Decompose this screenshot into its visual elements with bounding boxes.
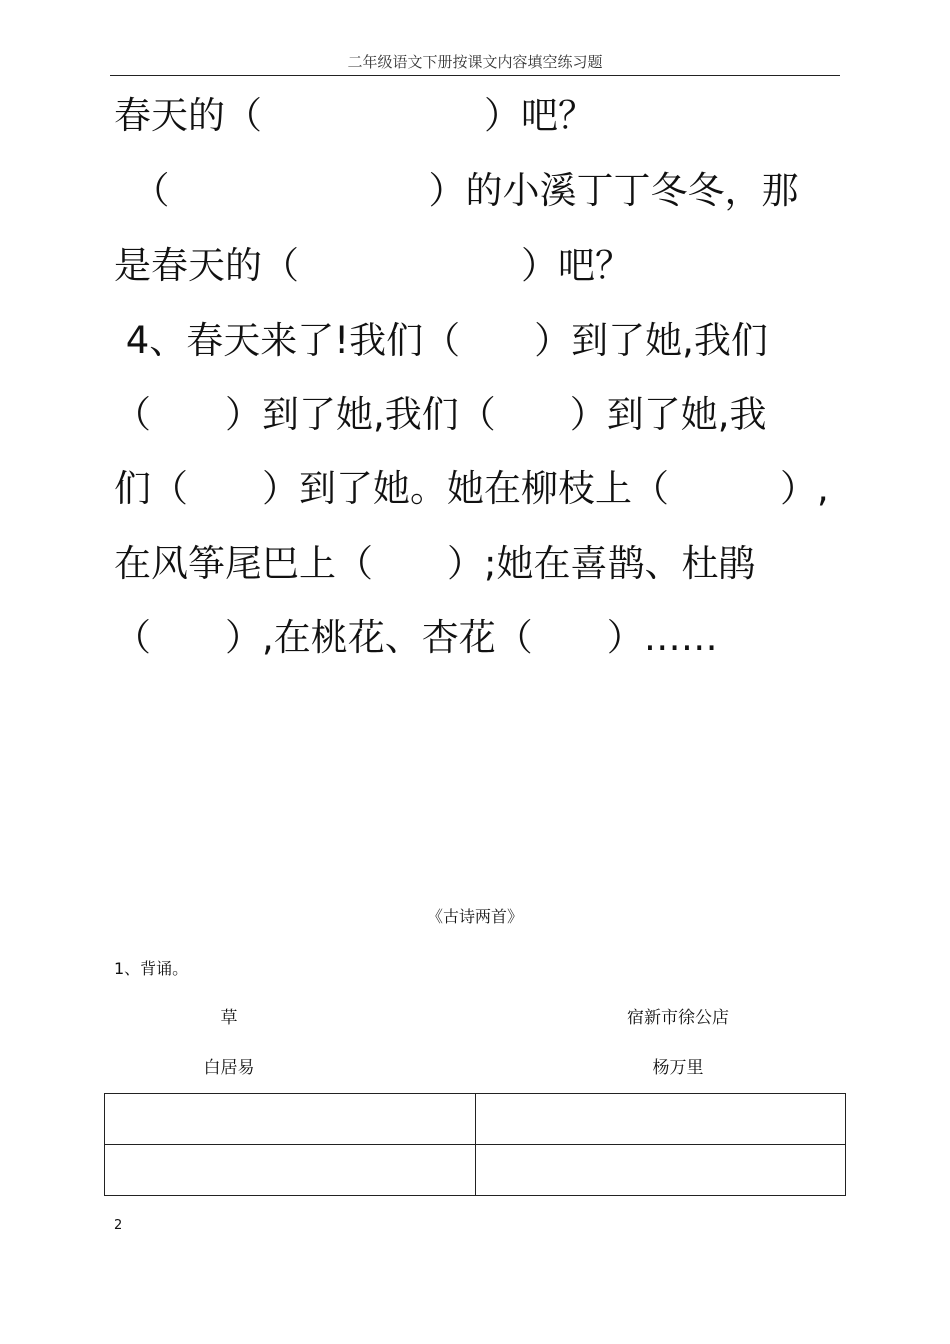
text-line: （ ）到了她,我们（ ）到了她,我 xyxy=(114,393,767,436)
header-divider xyxy=(110,75,840,76)
answer-cell[interactable] xyxy=(475,1094,846,1145)
poem-title-left: 草 xyxy=(220,1008,238,1028)
question-recite: 1、背诵。 xyxy=(114,959,189,978)
recitation-grid xyxy=(104,1093,846,1196)
poem-author-left: 白居易 xyxy=(203,1058,255,1078)
answer-cell[interactable] xyxy=(105,1145,476,1196)
text-line: 在风筝尾巴上（ ）;她在喜鹊、杜鹃 xyxy=(114,542,756,585)
poem-author-right: 杨万里 xyxy=(652,1058,704,1078)
text-line: 4、春天来了!我们（ ）到了她,我们 xyxy=(114,319,768,362)
text-line: （ ）,在桃花、杏花（ ）…… xyxy=(114,616,718,659)
poem-title-right: 宿新市徐公店 xyxy=(627,1008,729,1028)
header-title: 二年级语文下册按课文内容填空练习题 xyxy=(347,53,603,71)
text-line: （ ）的小溪丁丁冬冬，那 xyxy=(114,169,799,212)
table-row xyxy=(105,1145,846,1196)
section-title: 《古诗两首》 xyxy=(426,907,523,926)
answer-cell[interactable] xyxy=(105,1094,476,1145)
text-line: 春天的（ ）吧？ xyxy=(114,94,595,137)
text-line: 是春天的（ ）吧？ xyxy=(114,244,632,287)
page-number: 2 xyxy=(114,1218,123,1233)
answer-cell[interactable] xyxy=(475,1145,846,1196)
text-line: 们（ ）到了她。她在柳枝上（ ）, xyxy=(114,467,829,510)
table-row xyxy=(105,1094,846,1145)
